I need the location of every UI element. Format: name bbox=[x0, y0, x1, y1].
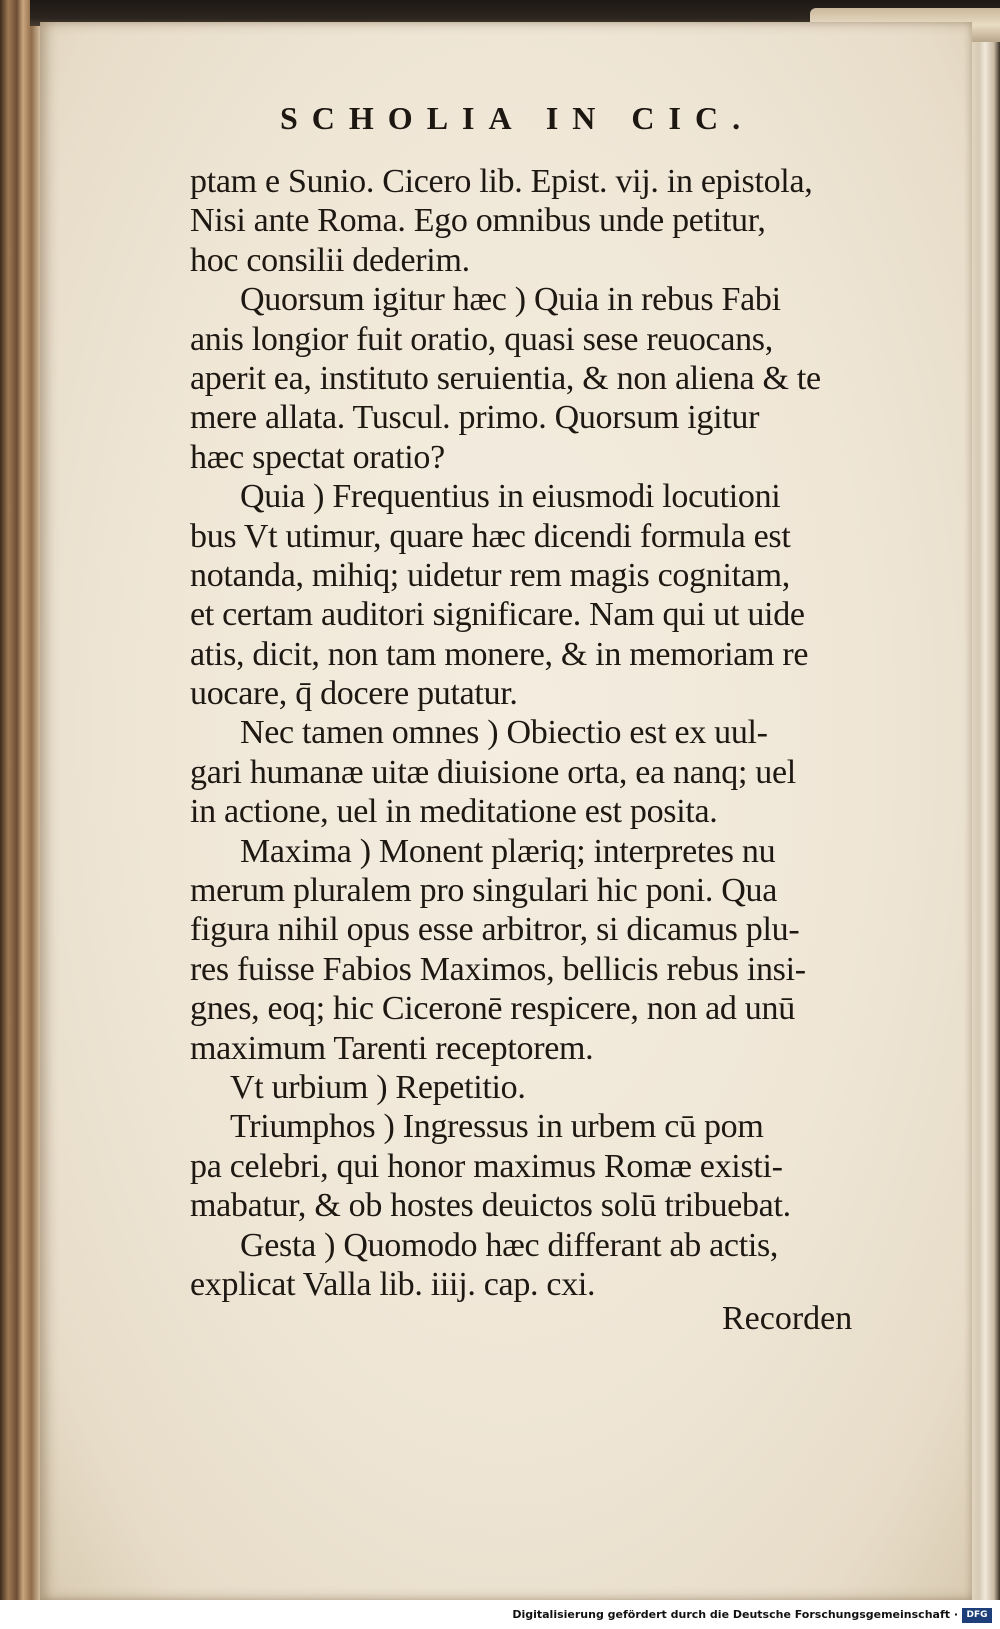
digitization-credit: Digitalisierung gefördert durch die Deutsche Forschungsgemeinschaft · bbox=[512, 1608, 958, 1621]
text-line: Maxima ) Monent plæriq; interpretes nu bbox=[240, 832, 776, 870]
text-line: hoc consilii dederim. bbox=[190, 241, 470, 279]
text-line: Nec tamen omnes ) Obiectio est ex uul- bbox=[240, 714, 768, 752]
text-line: res fuisse Fabios Maximos, bellicis rebus insi- bbox=[190, 950, 806, 988]
text-line: gari humanæ uitæ diuisione orta, ea nanq; uel bbox=[190, 753, 796, 791]
page-stack-edge bbox=[970, 20, 1000, 1600]
text-line: et certam auditori significare. Nam qui ut uide bbox=[190, 596, 805, 634]
text-line: in actione, uel in meditatione est posita. bbox=[190, 793, 718, 831]
book-page bbox=[40, 22, 972, 1600]
text-line: figura nihil opus esse arbitror, si dicamus plu- bbox=[190, 911, 800, 949]
text-line: atis, dicit, non tam monere, & in memoriam re bbox=[190, 635, 809, 673]
text-line: Quorsum igitur hæc ) Quia in rebus Fabi bbox=[240, 281, 781, 319]
page-text bbox=[190, 162, 910, 1304]
text-line: Gesta ) Quomodo hæc differant ab actis, bbox=[240, 1226, 779, 1264]
text-line: pa celebri, qui honor maximus Romæ existi- bbox=[190, 1147, 783, 1185]
text-line: gnes, eoq; hic Ciceronē respicere, non ad unū bbox=[190, 990, 795, 1028]
text-line: Quia ) Frequentius in eiusmodi locutioni bbox=[240, 478, 781, 516]
text-line: bus Vt utimur, quare hæc dicendi formula est bbox=[190, 517, 791, 555]
text-line: mabatur, & ob hostes deuictos solū tribuebat. bbox=[190, 1187, 791, 1225]
footer-strip bbox=[0, 1600, 1000, 1629]
book-binding-edge bbox=[0, 0, 42, 1629]
text-line: maximum Tarenti receptorem. bbox=[190, 1029, 594, 1067]
text-line: anis longior fuit oratio, quasi sese reuocans, bbox=[190, 320, 773, 358]
text-line: hæc spectat oratio? bbox=[190, 438, 445, 476]
text-line: mere allata. Tuscul. primo. Quorsum igitur bbox=[190, 399, 760, 437]
running-head: SCHOLIA IN CIC. bbox=[280, 100, 755, 136]
text-line: notanda, mihiq; uidetur rem magis cognitam, bbox=[190, 556, 790, 594]
text-line: aperit ea, instituto seruientia, & non aliena & te bbox=[190, 359, 821, 397]
text-line: merum pluralem pro singulari hic poni. Qua bbox=[190, 872, 777, 910]
text-line: ptam e Sunio. Cicero lib. Epist. vij. in epistola, bbox=[190, 163, 813, 200]
text-line: explicat Valla lib. iiij. cap. cxi. bbox=[190, 1265, 596, 1303]
text-line: Nisi ante Roma. Ego omnibus unde petitur, bbox=[190, 202, 766, 240]
text-line: uocare, q̄ docere putatur. bbox=[190, 675, 518, 713]
catchword: Recorden bbox=[722, 1300, 853, 1337]
dfg-logo-icon: DFG bbox=[962, 1608, 992, 1623]
text-line: Triumphos ) Ingressus in urbem cū pom bbox=[230, 1108, 764, 1146]
text-line: Vt urbium ) Repetitio. bbox=[230, 1068, 526, 1106]
